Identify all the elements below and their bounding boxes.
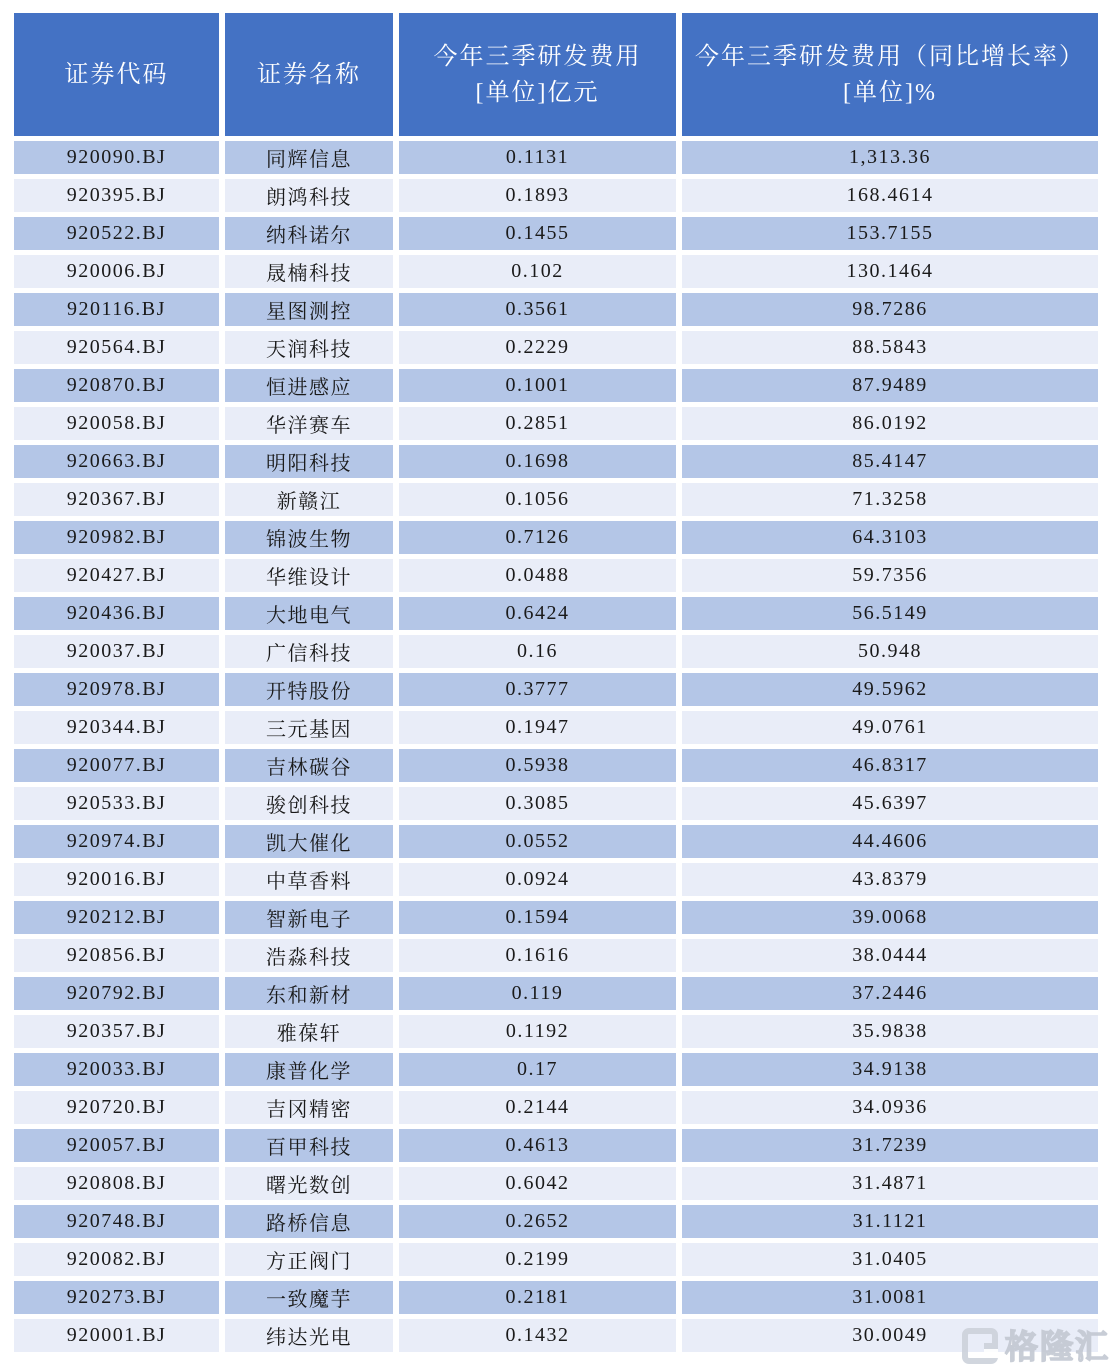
cell-rd-growth: 31.4871 [682, 1167, 1098, 1200]
cell-name: 星图测控 [225, 293, 393, 326]
cell-name: 雅葆轩 [225, 1015, 393, 1048]
table-row [14, 1281, 1098, 1314]
cell-name: 华维设计 [225, 559, 393, 592]
cell-rd-expense: 0.6042 [399, 1167, 676, 1200]
cell-rd-expense: 0.2229 [399, 331, 676, 364]
cell-rd-growth: 168.4614 [682, 179, 1098, 212]
cell-code: 920663.BJ [14, 445, 219, 478]
cell-rd-expense: 0.1131 [399, 141, 676, 174]
cell-rd-expense: 0.1947 [399, 711, 676, 744]
cell-code: 920856.BJ [14, 939, 219, 972]
cell-code: 920001.BJ [14, 1319, 219, 1352]
table-row [14, 825, 1098, 858]
cell-name: 天润科技 [225, 331, 393, 364]
cell-rd-expense: 0.2144 [399, 1091, 676, 1124]
cell-code: 920982.BJ [14, 521, 219, 554]
cell-rd-growth: 88.5843 [682, 331, 1098, 364]
gelonghui-logo-icon [962, 1328, 998, 1364]
table-row [14, 863, 1098, 896]
col-header-name-label: 证券名称 [257, 61, 361, 88]
cell-name: 吉冈精密 [225, 1091, 393, 1124]
col-header-rd-expense-line2: [单位]亿元 [475, 79, 600, 106]
table-row [14, 597, 1098, 630]
cell-rd-expense: 0.3085 [399, 787, 676, 820]
cell-code: 920792.BJ [14, 977, 219, 1010]
cell-name: 锦波生物 [225, 521, 393, 554]
table-row [14, 673, 1098, 706]
cell-rd-growth: 37.2446 [682, 977, 1098, 1010]
cell-rd-growth: 45.6397 [682, 787, 1098, 820]
cell-name: 路桥信息 [225, 1205, 393, 1238]
cell-rd-expense: 0.3561 [399, 293, 676, 326]
header-row [14, 13, 1098, 136]
cell-code: 920006.BJ [14, 255, 219, 288]
table-row [14, 559, 1098, 592]
table-row [14, 445, 1098, 478]
cell-code: 920033.BJ [14, 1053, 219, 1086]
col-header-rd-growth-line2: [单位]% [843, 79, 937, 106]
cell-rd-growth: 34.0936 [682, 1091, 1098, 1124]
col-header-rd-expense-line1: 今年三季研发费用 [433, 43, 642, 70]
cell-rd-growth: 50.948 [682, 635, 1098, 668]
cell-code: 920212.BJ [14, 901, 219, 934]
cell-rd-expense: 0.3777 [399, 673, 676, 706]
cell-code: 920436.BJ [14, 597, 219, 630]
cell-rd-expense: 0.17 [399, 1053, 676, 1086]
col-header-code-label: 证券代码 [64, 61, 169, 88]
cell-name: 同辉信息 [225, 141, 393, 174]
cell-rd-expense: 0.5938 [399, 749, 676, 782]
watermark-brand-text: 格隆汇 [1005, 1327, 1110, 1365]
cell-rd-growth: 38.0444 [682, 939, 1098, 972]
cell-code: 920090.BJ [14, 141, 219, 174]
cell-name: 新赣江 [225, 483, 393, 516]
col-header-code [14, 13, 219, 136]
cell-code: 920057.BJ [14, 1129, 219, 1162]
cell-name: 百甲科技 [225, 1129, 393, 1162]
cell-rd-expense: 0.16 [399, 635, 676, 668]
cell-rd-expense: 0.2652 [399, 1205, 676, 1238]
cell-name: 三元基因 [225, 711, 393, 744]
table-row [14, 217, 1098, 250]
cell-code: 920427.BJ [14, 559, 219, 592]
cell-code: 920082.BJ [14, 1243, 219, 1276]
cell-code: 920273.BJ [14, 1281, 219, 1314]
table-row [14, 939, 1098, 972]
cell-rd-expense: 0.2851 [399, 407, 676, 440]
cell-rd-expense: 0.1455 [399, 217, 676, 250]
cell-code: 920058.BJ [14, 407, 219, 440]
cell-rd-growth: 35.9838 [682, 1015, 1098, 1048]
table-row [14, 1205, 1098, 1238]
cell-name: 骏创科技 [225, 787, 393, 820]
cell-name: 恒进感应 [225, 369, 393, 402]
cell-rd-expense: 0.102 [399, 255, 676, 288]
cell-code: 920077.BJ [14, 749, 219, 782]
cell-rd-expense: 0.0488 [399, 559, 676, 592]
cell-rd-expense: 0.1616 [399, 939, 676, 972]
cell-rd-growth: 46.8317 [682, 749, 1098, 782]
cell-name: 华洋赛车 [225, 407, 393, 440]
cell-code: 920116.BJ [14, 293, 219, 326]
cell-rd-growth: 59.7356 [682, 559, 1098, 592]
watermark [962, 1328, 1110, 1364]
col-header-rd-growth-line1: 今年三季研发费用（同比增长率） [695, 43, 1085, 70]
cell-rd-growth: 71.3258 [682, 483, 1098, 516]
col-header-name [225, 13, 393, 136]
cell-rd-growth: 87.9489 [682, 369, 1098, 402]
cell-code: 920978.BJ [14, 673, 219, 706]
table-row [14, 483, 1098, 516]
table-row [14, 901, 1098, 934]
table-row [14, 331, 1098, 364]
cell-name: 开特股份 [225, 673, 393, 706]
cell-rd-growth: 49.0761 [682, 711, 1098, 744]
cell-name: 凯大催化 [225, 825, 393, 858]
cell-rd-expense: 0.2199 [399, 1243, 676, 1276]
cell-rd-growth: 130.1464 [682, 255, 1098, 288]
cell-rd-growth: 44.4606 [682, 825, 1098, 858]
cell-code: 920564.BJ [14, 331, 219, 364]
table-row [14, 369, 1098, 402]
cell-name: 浩淼科技 [225, 939, 393, 972]
table-row [14, 635, 1098, 668]
cell-rd-expense: 0.119 [399, 977, 676, 1010]
cell-rd-expense: 0.0552 [399, 825, 676, 858]
cell-rd-growth: 39.0068 [682, 901, 1098, 934]
table-row [14, 977, 1098, 1010]
cell-rd-growth: 85.4147 [682, 445, 1098, 478]
cell-rd-expense: 0.1056 [399, 483, 676, 516]
table-row [14, 1015, 1098, 1048]
cell-name: 广信科技 [225, 635, 393, 668]
cell-name: 朗鸿科技 [225, 179, 393, 212]
table-row [14, 407, 1098, 440]
table-row [14, 255, 1098, 288]
cell-code: 920367.BJ [14, 483, 219, 516]
cell-rd-expense: 0.1893 [399, 179, 676, 212]
table-row [14, 141, 1098, 174]
cell-rd-expense: 0.2181 [399, 1281, 676, 1314]
table-row [14, 1053, 1098, 1086]
col-header-rd-growth [682, 13, 1098, 136]
cell-code: 920748.BJ [14, 1205, 219, 1238]
cell-rd-expense: 0.4613 [399, 1129, 676, 1162]
cell-rd-growth: 49.5962 [682, 673, 1098, 706]
cell-rd-growth: 31.0405 [682, 1243, 1098, 1276]
cell-code: 920533.BJ [14, 787, 219, 820]
cell-code: 920720.BJ [14, 1091, 219, 1124]
cell-code: 920870.BJ [14, 369, 219, 402]
table-row [14, 1319, 1098, 1352]
cell-name: 纳科诺尔 [225, 217, 393, 250]
cell-name: 晟楠科技 [225, 255, 393, 288]
cell-name: 一致魔芋 [225, 1281, 393, 1314]
cell-name: 康普化学 [225, 1053, 393, 1086]
table-header [14, 13, 1098, 136]
cell-rd-growth: 43.8379 [682, 863, 1098, 896]
cell-rd-growth: 34.9138 [682, 1053, 1098, 1086]
cell-name: 智新电子 [225, 901, 393, 934]
cell-rd-growth: 31.0081 [682, 1281, 1098, 1314]
cell-rd-growth: 153.7155 [682, 217, 1098, 250]
cell-code: 920344.BJ [14, 711, 219, 744]
cell-code: 920974.BJ [14, 825, 219, 858]
cell-name: 纬达光电 [225, 1319, 393, 1352]
cell-name: 明阳科技 [225, 445, 393, 478]
cell-code: 920037.BJ [14, 635, 219, 668]
table-row [14, 787, 1098, 820]
col-header-rd-expense [399, 13, 676, 136]
cell-name: 吉林碳谷 [225, 749, 393, 782]
cell-name: 中草香料 [225, 863, 393, 896]
cell-name: 方正阀门 [225, 1243, 393, 1276]
cell-rd-growth: 31.1121 [682, 1205, 1098, 1238]
cell-rd-growth: 31.7239 [682, 1129, 1098, 1162]
cell-code: 920395.BJ [14, 179, 219, 212]
table-row [14, 1091, 1098, 1124]
cell-rd-expense: 0.1192 [399, 1015, 676, 1048]
cell-rd-growth: 98.7286 [682, 293, 1098, 326]
table-row [14, 1167, 1098, 1200]
cell-rd-expense: 0.1594 [399, 901, 676, 934]
cell-rd-expense: 0.1001 [399, 369, 676, 402]
table-row [14, 1243, 1098, 1276]
cell-rd-growth: 56.5149 [682, 597, 1098, 630]
cell-code: 920357.BJ [14, 1015, 219, 1048]
cell-rd-expense: 0.0924 [399, 863, 676, 896]
cell-name: 曙光数创 [225, 1167, 393, 1200]
table-row [14, 749, 1098, 782]
cell-rd-growth: 30.0049 [682, 1319, 1098, 1352]
table-row [14, 1129, 1098, 1162]
cell-rd-expense: 0.6424 [399, 597, 676, 630]
table-row [14, 711, 1098, 744]
table-row [14, 521, 1098, 554]
cell-rd-expense: 0.1698 [399, 445, 676, 478]
cell-rd-growth: 86.0192 [682, 407, 1098, 440]
cell-rd-growth: 1,313.36 [682, 141, 1098, 174]
table-row [14, 293, 1098, 326]
cell-code: 920016.BJ [14, 863, 219, 896]
cell-code: 920522.BJ [14, 217, 219, 250]
table-body [14, 141, 1098, 1352]
cell-rd-expense: 0.1432 [399, 1319, 676, 1352]
cell-rd-growth: 64.3103 [682, 521, 1098, 554]
cell-name: 东和新材 [225, 977, 393, 1010]
cell-code: 920808.BJ [14, 1167, 219, 1200]
rd-expense-table [8, 8, 1104, 1357]
cell-rd-expense: 0.7126 [399, 521, 676, 554]
table-row [14, 179, 1098, 212]
cell-name: 大地电气 [225, 597, 393, 630]
